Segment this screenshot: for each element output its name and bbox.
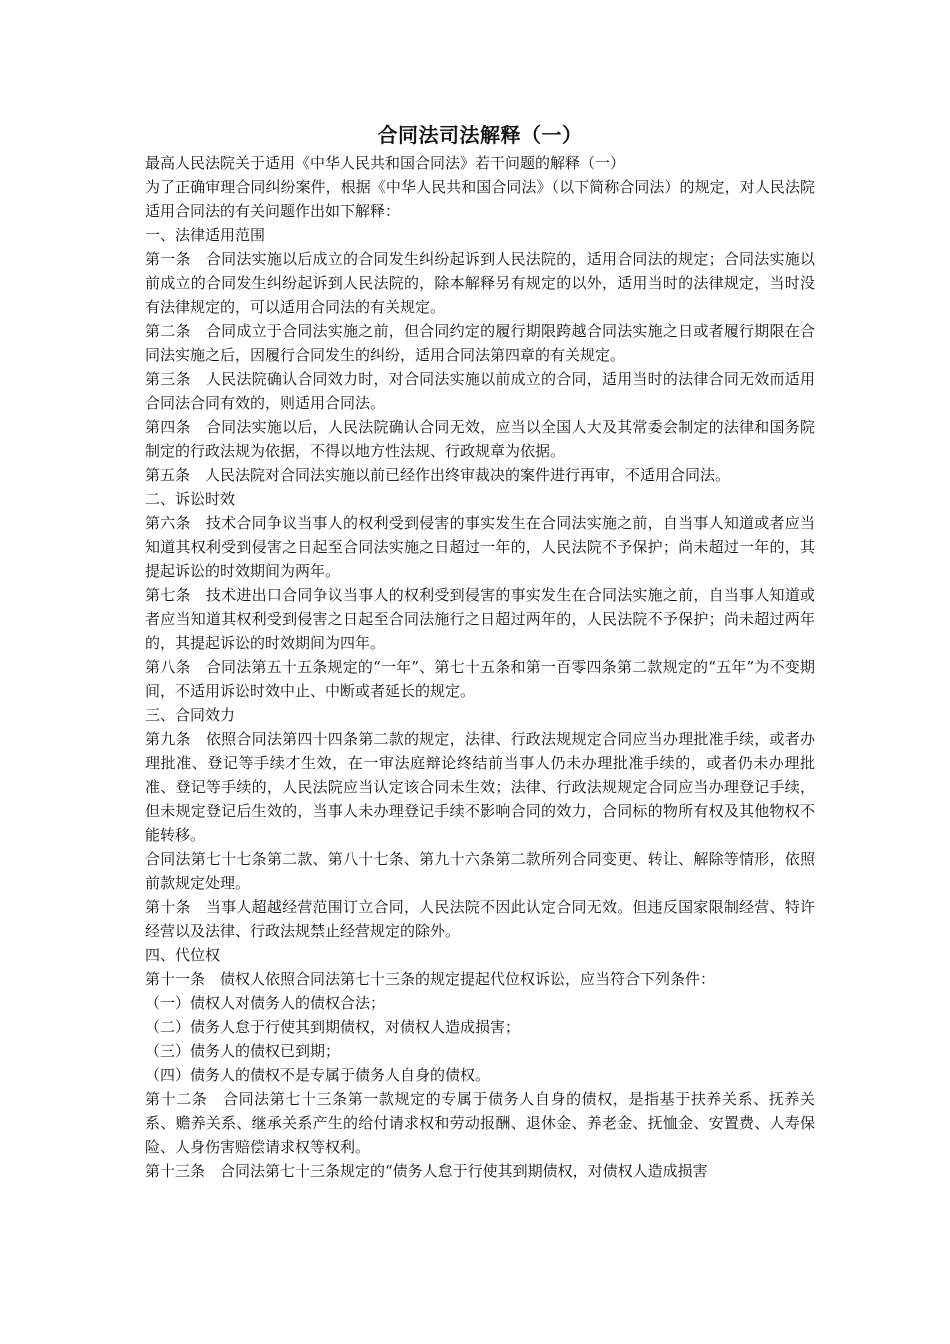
document-body [145, 121, 815, 1183]
document-title: 合同法司法解释（一） [377, 123, 583, 147]
article-1: 第一条 合同法实施以后成立的合同发生纠纷起诉到人民法院的，适用合同法的规定；合同法实施以前成立的合同发生纠纷起诉到人民法院的，除本解释另有规定的以外，适用当时的法律规定，当时没有法律规定的，可以适用合同法的有关规定。 [145, 250, 815, 316]
article-6: 第六条 技术合同争议当事人的权利受到侵害的事实发生在合同法实施之前，自当事人知道或者应当知道其权利受到侵害之日起至合同法实施之日超过一年的，人民法院不予保护；尚未超过一年的，其提起诉讼的时效期间为两年。 [145, 514, 815, 580]
section-heading-1: 一、法律适用范围 [145, 226, 266, 244]
section-heading-4: 四、代位权 [145, 946, 221, 964]
article-9: 第九条 依照合同法第四十四条第二款的规定，法律、行政法规规定合同应当办理批准手续，或者办理批准、登记等手续才生效，在一审法庭辩论终结前当事人仍未办理批准手续的，或者仍未办理批准、登记等手续的，人民法院应当认定该合同未生效；法律、行政法规规定合同应当办理登记手续，但未规定登记后生效的，当事人未办理登记手续不影响合同的效力，合同标的物所有权及其他物权不能转移。 [145, 730, 815, 844]
article-3: 第三条 人民法院确认合同效力时，对合同法实施以前成立的合同，适用当时的法律合同无效而适用合同法合同有效的，则适用合同法。 [145, 370, 815, 412]
document-subtitle: 最高人民法院关于适用《中华人民共和国合同法》若干问题的解释（一） [145, 154, 626, 172]
condition-item-1: （一）债权人对债务人的债权合法； [145, 994, 386, 1012]
article-9-continued: 合同法第七十七条第二款、第八十七条、第九十六条第二款所列合同变更、转让、解除等情形，依照前款规定处理。 [145, 850, 815, 892]
article-8: 第八条 合同法第五十五条规定的“一年”、第七十五条和第一百零四条第二款规定的“五年”为不变期间，不适用诉讼时效中止、中断或者延长的规定。 [145, 658, 815, 700]
article-10: 第十条 当事人超越经营范围订立合同，人民法院不因此认定合同无效。但违反国家限制经营、特许经营以及法律、行政法规禁止经营规定的除外。 [145, 898, 815, 940]
condition-item-3: （三）债务人的债权已到期； [145, 1042, 341, 1060]
section-heading-2: 二、诉讼时效 [145, 490, 236, 508]
article-13: 第十三条 合同法第七十三条规定的“债务人怠于行使其到期债权，对债权人造成损害 [145, 1162, 708, 1180]
article-11: 第十一条 债权人依照合同法第七十三条的规定提起代位权诉讼，应当符合下列条件： [145, 970, 716, 988]
condition-item-4: （四）债务人的债权不是专属于债务人自身的债权。 [145, 1066, 491, 1084]
article-7: 第七条 技术进出口合同争议当事人的权利受到侵害的事实发生在合同法实施之前，自当事人知道或者应当知道其权利受到侵害之日起至合同法施行之日超过两年的，人民法院不予保护；尚未超过两年的，其提起诉讼的时效期间为四年。 [145, 586, 815, 652]
paragraph-preamble: 为了正确审理合同纠纷案件，根据《中华人民共和国合同法》（以下简称合同法）的规定，对人民法院适用合同法的有关问题作出如下解释： [145, 178, 815, 220]
article-5: 第五条 人民法院对合同法实施以前已经作出终审裁决的案件进行再审，不适用合同法。 [145, 466, 731, 484]
article-4: 第四条 合同法实施以后，人民法院确认合同无效，应当以全国人大及其常委会制定的法律和国务院制定的行政法规为依据，不得以地方性法规、行政规章为依据。 [145, 418, 815, 460]
article-2: 第二条 合同成立于合同法实施之前，但合同约定的履行期限跨越合同法实施之日或者履行期限在合同法实施之后，因履行合同发生的纠纷，适用合同法第四章的有关规定。 [145, 322, 815, 364]
article-12: 第十二条 合同法第七十三条第一款规定的专属于债务人自身的债权，是指基于扶养关系、抚养关系、赡养关系、继承关系产生的给付请求权和劳动报酬、退休金、养老金、抚恤金、安置费、人寿保险、人身伤害赔偿请求权等权利。 [145, 1090, 815, 1156]
condition-item-2: （二）债务人怠于行使其到期债权，对债权人造成损害； [145, 1018, 521, 1036]
section-heading-3: 三、合同效力 [145, 706, 236, 724]
